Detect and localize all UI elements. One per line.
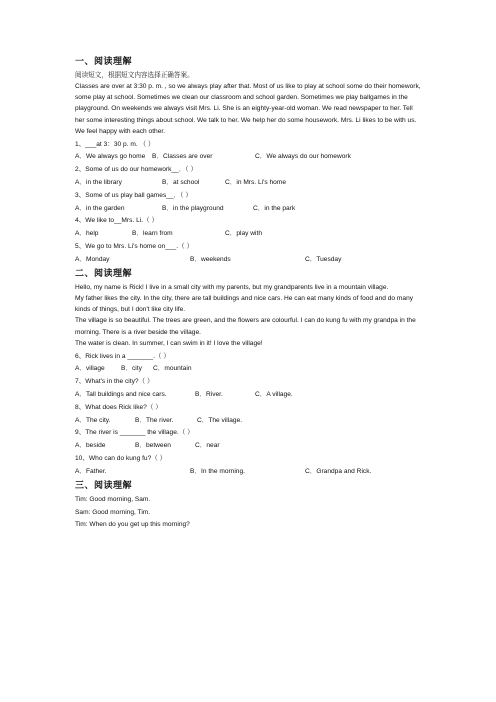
question-10: 10、Who can do kung fu?（ ） xyxy=(75,454,167,462)
question-7: 7、What's in the city?（ ） xyxy=(75,378,154,386)
option-b: B．River. xyxy=(195,390,223,398)
option-a: A．in the library xyxy=(75,178,122,186)
question-2-options xyxy=(75,177,423,188)
content-column xyxy=(75,56,423,531)
option-a: A．Monday xyxy=(75,255,110,263)
question-7-options xyxy=(75,389,423,400)
option-c: C．mountain xyxy=(153,365,192,373)
question-1: 1、___at 3：30 p. m. （ ） xyxy=(75,140,155,148)
option-c: C．We always do our homework xyxy=(255,153,351,161)
question-1-options xyxy=(75,151,423,162)
dialog-line-2: Sam: Good morning, Tim. xyxy=(75,508,151,516)
option-c: C．in the park xyxy=(253,204,296,212)
option-b: B．between xyxy=(135,442,171,450)
option-a: A．beside xyxy=(75,442,106,450)
question-4: 4、We like to__Mrs. Li.（ ） xyxy=(75,217,159,225)
option-a: A．The city. xyxy=(75,416,111,424)
question-3-options xyxy=(75,203,423,214)
option-b: B．city xyxy=(121,365,142,373)
option-c: C．in Mrs. Li's home xyxy=(225,178,286,186)
question-10-options xyxy=(75,466,423,477)
section-2-paragraph-2: My father likes the city. In the city, there are tall buildings and nice cars. He can eat many kinds of food and do many kinds of things, but I don't like city life. xyxy=(75,295,414,314)
option-a: A．Tall buildings and nice cars. xyxy=(75,390,167,398)
option-c: C．play with xyxy=(225,230,263,238)
section-1-passage: Classes are over at 3:30 p. m. , so we always play after that. Most of us like to play at school some do their homework, some play at school. Sometimes we clean our classroom and school garden. Sometimes we play ballgames in the playground. On weekends we always visit Mrs. Li. She is an eighty-year-old woman. We read newspaper to her. Tell her some interesting things about school. We talk to her. We help her do some housework. Mrs. Li likes to be with us. We feel happy with each other. xyxy=(75,83,421,135)
section-2-heading: 二、阅读理解 xyxy=(75,268,133,279)
question-8-options xyxy=(75,415,423,426)
option-b: B．Classes are over xyxy=(152,153,213,161)
question-4-options xyxy=(75,228,423,239)
option-a: A．village xyxy=(75,365,105,373)
dialog-line-3: Tim: When do you get up this morning? xyxy=(75,521,190,529)
section-2-paragraph-4: The water is clean. In summer, I can swim in it! I love the village! xyxy=(75,339,263,347)
section-2-paragraph-3: The village is so beautiful. The trees are green, and the flowers are colourful. I can do kung fu with my grandpa in the morning. There is a river beside the village. xyxy=(75,317,416,336)
option-b: B．In the morning. xyxy=(190,467,245,475)
section-1-instruction: 阅读短文，根据短文内容选择正确答案。 xyxy=(75,71,194,79)
option-c: C．The village. xyxy=(197,416,243,424)
option-c: C．Grandpa and Rick. xyxy=(305,467,372,475)
question-9-options xyxy=(75,440,423,451)
option-b: B．weekends xyxy=(190,255,231,263)
question-3: 3、Some of us play ball games__．（ ） xyxy=(75,191,192,199)
option-a: A．Father. xyxy=(75,467,107,475)
option-c: C．near xyxy=(195,442,220,450)
question-9: 9、The river is _______ the village.（ ） xyxy=(75,429,194,437)
option-a: A．We always go home xyxy=(75,153,146,161)
option-b: B．in the playground xyxy=(162,204,224,212)
option-c: C．Tuesday xyxy=(305,255,342,263)
option-b: B．The river. xyxy=(135,416,174,424)
option-b: B．learn from xyxy=(132,230,173,238)
option-a: A．help xyxy=(75,230,99,238)
question-5: 5、We go to Mrs. Li's home on___.（ ） xyxy=(75,242,194,250)
question-8: 8、What does Rick like?（ ） xyxy=(75,403,162,411)
question-6-options xyxy=(75,363,423,374)
question-5-options xyxy=(75,254,423,265)
dialog-line-1: Tim: Good morning, Sam. xyxy=(75,495,151,503)
option-a: A．in the garden xyxy=(75,204,125,212)
section-2-paragraph-1: Hello, my name is Rick! I live in a small city with my parents, but my grandparents live in a mountain village. xyxy=(75,283,389,291)
option-c: C．A village. xyxy=(255,390,293,398)
question-2: 2、Some of us do our homework__．（ ） xyxy=(75,166,198,174)
option-b: B．at school xyxy=(162,178,200,186)
question-6: 6、Rick lives in a _______.（ ） xyxy=(75,352,170,360)
section-3-heading: 三、阅读理解 xyxy=(75,480,133,491)
section-1-heading: 一、阅读理解 xyxy=(75,57,133,67)
